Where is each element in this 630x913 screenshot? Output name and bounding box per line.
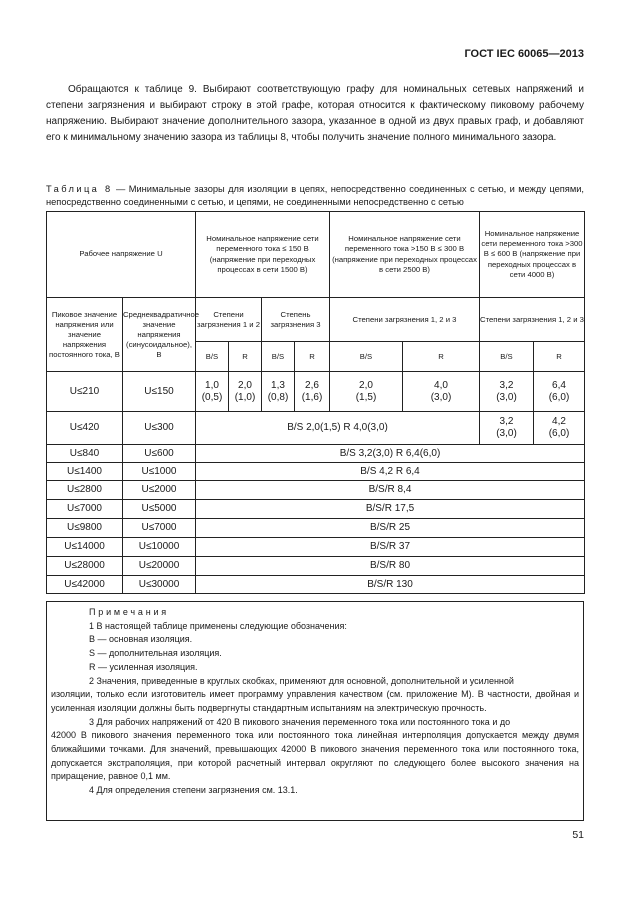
note-2: 2 Значения, приведенные в круглых скобках, применяют для основной, дополнительной и усиленной bbox=[89, 675, 514, 686]
cell-rms: U≤20000 bbox=[123, 557, 196, 576]
table-row bbox=[47, 481, 585, 500]
header-peak-voltage: Пиковое значение напряжения или значение напряжения постоянного тока, В bbox=[47, 298, 123, 372]
cell-rms: U≤2000 bbox=[123, 481, 196, 500]
cell-peak: U≤14000 bbox=[47, 538, 123, 557]
cell-value: 6,4 (6,0) bbox=[534, 372, 585, 412]
cell-merged-value: B/S/R 130 bbox=[196, 576, 585, 594]
header-r: R bbox=[534, 342, 585, 372]
cell-peak: U≤7000 bbox=[47, 500, 123, 519]
cell-value: 2,0 (1,0) bbox=[229, 372, 262, 412]
cell-value: 1,3 (0,8) bbox=[262, 372, 295, 412]
note-2-cont: изоляции, только если изготовитель имеет программу управления качеством (см. приложение M). В частности, двойная и усиленная изоляции должны быть подвергнуты стандартным испытаниям на электрическую прочность. bbox=[51, 689, 579, 713]
page-number: 51 bbox=[572, 829, 584, 841]
cell-rms: U≤30000 bbox=[123, 576, 196, 594]
cell-value: 2,0 (1,5) bbox=[330, 372, 403, 412]
cell-rms: U≤5000 bbox=[123, 500, 196, 519]
cell-value: 4,2 (6,0) bbox=[534, 412, 585, 445]
table-row bbox=[47, 500, 585, 519]
header-mains-600: Номинальное напряжение сети переменного тока >300 В ≤ 600 В (напряжение при переходных процессах в сети 4000 В) bbox=[480, 212, 585, 298]
header-working-voltage: Рабочее напряжение U bbox=[47, 212, 196, 298]
header-mains-150: Номинальное напряжение сети переменного тока ≤ 150 В (напряжение при переходных процессах в сети 1500 В) bbox=[196, 212, 330, 298]
table-caption-text: — Минимальные зазоры для изоляции в цепях, непосредственно соединенных с сетью, и между цепями, непосредственно соединенными с сетью, и цепями, не соединенными непосредственно с сетью bbox=[46, 184, 584, 207]
table-row bbox=[47, 372, 585, 412]
cell-merged-value: B/S/R 37 bbox=[196, 538, 585, 557]
header-r: R bbox=[403, 342, 480, 372]
document-code: ГОСТ IEC 60065—2013 bbox=[464, 48, 584, 60]
table-row bbox=[47, 557, 585, 576]
note-4: 4 Для определения степени загрязнения см. 13.1. bbox=[89, 785, 298, 796]
note-3: 3 Для рабочих напряжений от 420 В пикового значения переменного тока или постоянного тока и до bbox=[89, 716, 511, 727]
table-caption-label: Таблица 8 bbox=[46, 184, 113, 194]
cell-rms: U≤150 bbox=[123, 372, 196, 412]
header-pollution-1-2-3-a: Степени загрязнения 1, 2 и 3 bbox=[330, 298, 480, 342]
cell-value: 2,6 (1,6) bbox=[295, 372, 330, 412]
header-bs: B/S bbox=[480, 342, 534, 372]
cell-value: 3,2 (3,0) bbox=[480, 372, 534, 412]
header-bs: B/S bbox=[196, 342, 229, 372]
header-mains-300: Номинальное напряжение сети переменного тока >150 В ≤ 300 В (напряжение при переходных процессах в сети 2500 В) bbox=[330, 212, 480, 298]
cell-rms: U≤10000 bbox=[123, 538, 196, 557]
cell-rms: U≤600 bbox=[123, 445, 196, 463]
cell-peak: U≤9800 bbox=[47, 519, 123, 538]
cell-peak: U≤420 bbox=[47, 412, 123, 445]
cell-rms: U≤300 bbox=[123, 412, 196, 445]
table-row bbox=[47, 412, 585, 445]
cell-peak: U≤42000 bbox=[47, 576, 123, 594]
cell-value: 1,0 (0,5) bbox=[196, 372, 229, 412]
table-notes bbox=[46, 601, 584, 821]
cell-peak: U≤28000 bbox=[47, 557, 123, 576]
cell-peak: U≤2800 bbox=[47, 481, 123, 500]
cell-merged-value: B/S/R 8,4 bbox=[196, 481, 585, 500]
cell-value: 4,0 (3,0) bbox=[403, 372, 480, 412]
note-1-s: S — дополнительная изоляция. bbox=[89, 648, 222, 659]
cell-peak: U≤1400 bbox=[47, 463, 123, 481]
intro-text: Обращаются к таблице 9. Выбирают соответствующую графу для номинальных сетевых напряжений и степени загрязнения и выбирают строку в этой графе, которая относится к фактическому пиковому рабочему напряжению. Выбирают значение дополнительного зазора, указанное в одной из двух правых граф, и добавляют его к минимальному значению зазора из таблицы 8, чтобы получить значение полного минимального зазора. bbox=[46, 84, 584, 143]
header-r: R bbox=[229, 342, 262, 372]
header-bs: B/S bbox=[330, 342, 403, 372]
cell-peak: U≤840 bbox=[47, 445, 123, 463]
table-row bbox=[47, 463, 585, 481]
cell-value: 3,2 (3,0) bbox=[480, 412, 534, 445]
table-row bbox=[47, 538, 585, 557]
table-row bbox=[47, 519, 585, 538]
notes-title: Примечания bbox=[89, 607, 169, 617]
note-3-cont: 42000 В пикового значения переменного тока или постоянного тока линейная интерполяция допускается между двумя ближайшими точками. Для значений, превышающих 42000 В пикового значения переменного тока или постоянного тока, допускается экстраполяция, при которой расчетный интервал округляют по следующего более высокого значения на приращение, равное 0,1 мм. bbox=[51, 730, 579, 782]
cell-rms: U≤7000 bbox=[123, 519, 196, 538]
cell-rms: U≤1000 bbox=[123, 463, 196, 481]
cell-merged-value: B/S/R 80 bbox=[196, 557, 585, 576]
note-1: 1 В настоящей таблице применены следующие обозначения: bbox=[89, 620, 347, 631]
cell-merged-value: B/S/R 17,5 bbox=[196, 500, 585, 519]
clearance-table bbox=[46, 211, 585, 594]
header-pollution-1-2-3-b: Степени загрязнения 1, 2 и 3 bbox=[480, 298, 585, 342]
cell-merged-value: B/S 3,2(3,0) R 6,4(6,0) bbox=[196, 445, 585, 463]
cell-merged-value: B/S 4,2 R 6,4 bbox=[196, 463, 585, 481]
note-1-r: R — усиленная изоляция. bbox=[89, 661, 198, 672]
table-caption bbox=[46, 183, 584, 208]
note-1-b: B — основная изоляция. bbox=[89, 634, 193, 645]
table-row bbox=[47, 445, 585, 463]
cell-peak: U≤210 bbox=[47, 372, 123, 412]
cell-merged-value: B/S 2,0(1,5) R 4,0(3,0) bbox=[196, 412, 480, 445]
header-pollution-1-2: Степени загрязнения 1 и 2 bbox=[196, 298, 262, 342]
table-row bbox=[47, 576, 585, 594]
header-bs: B/S bbox=[262, 342, 295, 372]
header-rms-voltage: Среднеквадратичное значение напряжения (синусоидальное), В bbox=[123, 298, 196, 372]
cell-merged-value: B/S/R 25 bbox=[196, 519, 585, 538]
header-r: R bbox=[295, 342, 330, 372]
intro-paragraph bbox=[46, 82, 584, 146]
header-pollution-3: Степень загрязнения 3 bbox=[262, 298, 330, 342]
